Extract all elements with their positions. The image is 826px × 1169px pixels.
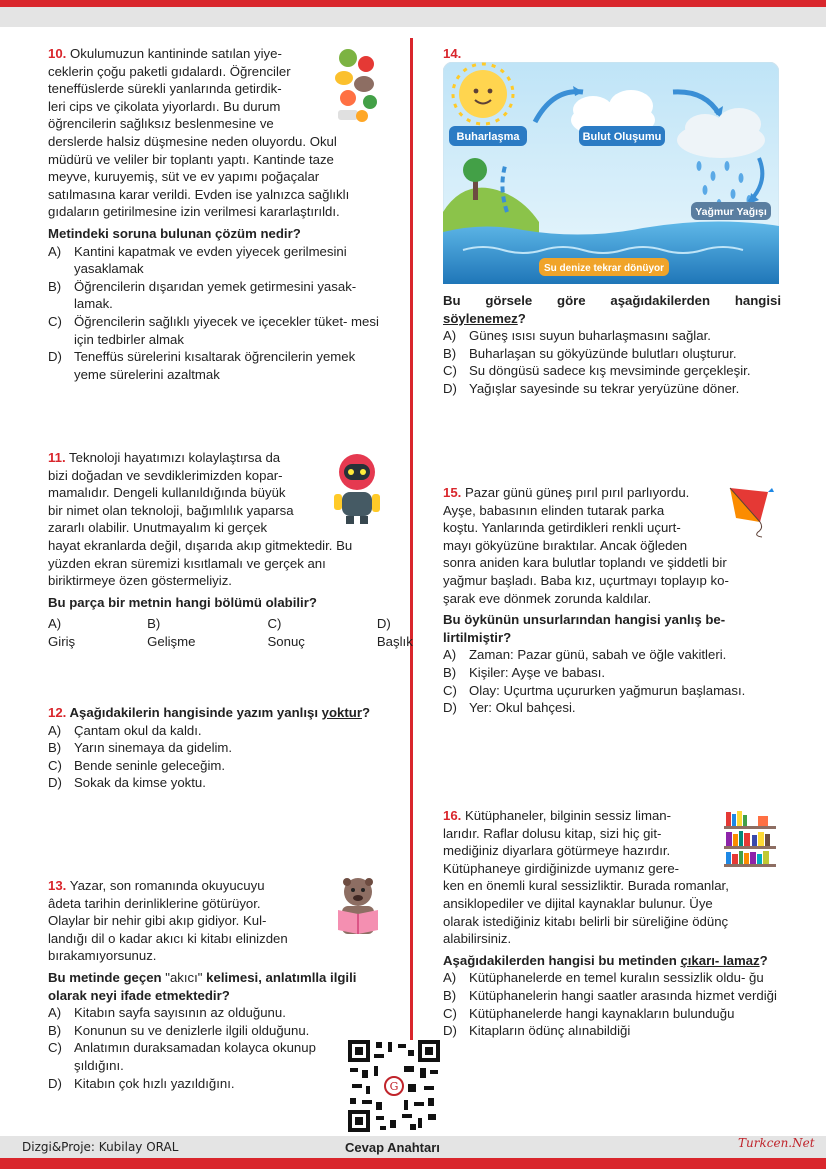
q11-passage: 11. Teknoloji hayatımızı kolaylaştırsa da bizi doğadan ve sevdiklerimizden kopar- mamalıdır. Dengeli kullanıldığında büyük bir nimet olan teknoloji, bağımlılık yaparsa zararlı olabilir. Unutmayalım ki gerçek	[48, 450, 294, 536]
q15-passage: 15. Pazar günü güneş pırıl pırıl parlıyordu. Ayşe, babasının elinden tutarak parka koştu. Yanlarında getirdikleri renkli uçurt- mayı gökyüzüne bıraktılar. Ancak öğleden	[443, 485, 690, 553]
option-c[interactable]: C) Su döngüsü sadece kış mevsiminde gerçekleşir.	[443, 363, 751, 379]
water-cycle-diagram	[443, 62, 779, 284]
option-c[interactable]: C) Öğrencilerin sağlıklı yiyecek ve içecekler tüket- mesi için tedbirler almak	[48, 313, 379, 347]
question-10: 10. Okulumuzun kantininde satılan yiye- ceklerin çoğu paketli gıdalardı. Öğrenciler teneffüslerde sürekli yanlarında getirdik- leri cips ve çikolata yiyorlardı. Bu durum öğrencilerin sağlıksız beslenmesine ve derslerde halsiz düşmesine neden oluyordu. Okul müdürü ve veliler bir toplantı yaptı. Kantinde taze meyve, kuruyemiş, süt ve ev yapımı poğaçalar satılmasına karar verildi. Evden ise yalnızca sağlıklı gıdaların getirilmesine izin verilmesi kararlaştırıldı. Metindeki soruna bulunan çözüm nedir? A) Kantini kapatmak ve evden yiyecek gerilmesini yasaklamak B) Öğrencilerin dışarıdan yemek getirmesini yasak- lamak. C) Öğrencilerin sağlıklı yiyecek ve içecekler tüket- mesi için tedbirler almak D) Teneffüs sürelerini kısaltarak öğrencilerin yemek yeme sürelerini azaltmak	[48, 45, 388, 383]
options-list	[443, 969, 781, 1039]
top-gray-bar	[0, 7, 826, 27]
qr-code	[348, 1040, 440, 1132]
question-number: 13.	[48, 878, 67, 893]
healthy-food-illustration	[326, 44, 386, 126]
option-d[interactable]: D) Kitapların ödünç alınabildiği	[443, 1023, 631, 1039]
options-list	[48, 243, 388, 384]
question-16: 16. Kütüphaneler, bilginin sessiz liman- larıdır. Raflar dolusu kitap, sizi hiç git- mediğiniz diyarlara götürmeye hazırdır. Kütüphaneye girdiğinizde uymanız gere- ken en önemli kural sessizliktir. Burada romanlar, ansiklopediler ve dijital kaynaklar bulunur. Üye olarak istediğiniz kitabı belirli bir süreliğine ödünç alabilirsiniz. Aşağıdakilerden hangisi bu metinden çıkarı- lamaz? A) Kütüphanelerde en temel kuralın sessizlik oldu- ğu B) Kütüphanelerin hangi saatler arasında hizmet verdiği C) Kütüphanelerde hangi kaynakların bulunduğu D) Kitapların ödünç alınabildiği	[443, 807, 781, 1040]
top-red-bar	[0, 0, 826, 7]
robot-illustration	[328, 450, 386, 526]
option-b[interactable]: B) Öğrencilerin dışarıdan yemek getirmesini yasak- lamak.	[48, 278, 357, 312]
option-b[interactable]: B) Gelişme	[147, 616, 196, 649]
label-evaporation: Buharlaşma	[456, 131, 520, 143]
option-d[interactable]: D) Kitabın çok hızlı yazıldığını.	[48, 1075, 235, 1091]
question-14-body	[443, 292, 781, 398]
option-a[interactable]: A) Kitabın sayfa sayısının az olduğunu.	[48, 1005, 286, 1021]
option-d[interactable]: D) Teneffüs sürelerini kısaltarak öğrencilerin yemek yeme sürelerini azaltmak	[48, 349, 356, 382]
option-d[interactable]: D) Yağışlar sayesinde su tekrar yeryüzüne döner.	[443, 380, 740, 396]
option-b[interactable]: B) Kütüphanelerin hangi saatler arasında hizmet verdiği	[443, 987, 777, 1003]
options-list	[443, 646, 781, 716]
q16-passage: 16. Kütüphaneler, bilginin sessiz liman- larıdır. Raflar dolusu kitap, sizi hiç git- mediğiniz diyarlara götürmeye hazırdır. Kütüphaneye girdiğinizde uymanız gere-	[443, 808, 680, 876]
answer-key-link[interactable]: Cevap Anahtarı	[345, 1140, 440, 1155]
question-number: 12.	[48, 705, 67, 720]
option-d[interactable]: D) Başlık	[376, 616, 413, 649]
question-stem: Bu metinde geçen "akıcı" kelimesi, anlatımlla ilgili olarak neyi ifade etmektedir?	[48, 969, 357, 1003]
question-12	[48, 704, 388, 792]
question-number: 16.	[443, 808, 462, 823]
option-b[interactable]: B) Buharlaşan su gökyüzünde bulutları oluşturur.	[443, 345, 737, 361]
option-a[interactable]: A) Zaman: Pazar günü, sabah ve öğle vakitleri.	[443, 647, 727, 663]
reading-beaver-illustration	[330, 874, 386, 938]
label-rain: Yağmur Yağışı	[695, 206, 767, 218]
brand-logo: Turkcen.Net	[738, 1136, 815, 1150]
question-number: 11.	[48, 450, 66, 465]
footer-red-bar	[0, 1158, 826, 1169]
question-stem: Aşağıdakilerden hangisi bu metinden çıkarı- lamaz?	[443, 952, 768, 968]
question-stem: Bu parça bir metnin hangi bölümü olabilir?	[48, 594, 317, 610]
question-number: 15.	[443, 485, 462, 500]
option-b[interactable]: B) Konunun su ve denizlerle ilgili olduğunu.	[48, 1022, 310, 1038]
options-list	[48, 722, 388, 792]
option-d[interactable]: D) Sokak da kimse yoktu.	[48, 775, 206, 791]
question-stem: Bu öykünün unsurlarından hangisi yanlış be- lirtilmiştir?	[443, 612, 726, 645]
question-14	[443, 45, 781, 63]
options-list	[48, 615, 413, 650]
column-divider	[410, 38, 413, 1130]
question-stem: Metindeki soruna bulunan çözüm nedir?	[48, 225, 301, 241]
option-c[interactable]: C) Kütüphanelerde hangi kaynakların bulunduğu	[443, 1005, 735, 1021]
option-b[interactable]: B) Yarın sinemaya da gidelim.	[48, 740, 233, 756]
options-list	[443, 327, 781, 397]
options-list	[48, 1004, 388, 1092]
question-number: 14.	[443, 46, 462, 61]
option-c[interactable]: C) Bende seninle geleceğim.	[48, 757, 226, 773]
question-11: 11. Teknoloji hayatımızı kolaylaştırsa da bizi doğadan ve sevdiklerimizden kopar- mamalıdır. Dengeli kullanıldığında büyük bir nimet olan teknoloji, bağımlılık yaparsa zararlı olabilir. Unutmayalım ki gerçek hayat ekranlarda değil, dışarıda akıp gitmektedir. Bu yüzden ekran süremizi kısıtlamalı ve gerçek anı biriktirmeye özen göstermeliyiz. Bu parça bir metnin hangi bölümü olabilir? A) Giriş B) Gelişme C) Sonuç D) Başlık	[48, 449, 388, 651]
question-15: 15. Pazar günü güneş pırıl pırıl parlıyordu. Ayşe, babasının elinden tutarak parka koştu. Yanlarında getirdikleri renkli uçurt- mayı gökyüzüne bıraktılar. Ancak öğleden sonra aniden kara bulutlar toplandı ve şiddetli bir yağmur başladı. Baba kız, uçurtmayı toplayıp ko- şarak eve dönmek zorunda kaldılar. Bu öykünün unsurlarından hangisi yanlış be- lirtilmiştir? A) Zaman: Pazar günü, sabah ve öğle vakitleri. B) Kişiler: Ayşe ve babası. C) Olay: Uçurtma uçururken yağmurun başlaması. D) Yer: Okul bahçesi.	[443, 484, 781, 717]
option-c[interactable]: C) Sonuç	[267, 616, 305, 649]
q13-passage: 13. Yazar, son romanında okuyucuyu âdeta tarihin derinliklerine götürüyor. Olaylar bir nehir gibi akıp gidiyor. Kul- landığı dil o kadar akıcı ki kitabı elinizden bırakamıyorsunuz.	[48, 878, 288, 964]
question-number: 10.	[48, 46, 67, 61]
question-stem: 12. Aşağıdakilerin hangisinde yazım yanlışı yoktur?	[48, 705, 371, 720]
q10-passage: 10. Okulumuzun kantininde satılan yiye- ceklerin çoğu paketli gıdalardı. Öğrenciler teneffüslerde sürekli yanlarında getirdik- leri cips ve çikolata yiyorlardı. Bu durum öğrencilerin sağlıksız beslenmesine ve	[48, 46, 291, 132]
option-a[interactable]: A) Güneş ısısı suyun buharlaşmasını sağlar.	[443, 328, 711, 344]
bookshelf-illustration	[722, 806, 778, 868]
footer-credit: Dizgi&Proje: Kubilay ORAL	[22, 1140, 179, 1154]
option-d[interactable]: D) Yer: Okul bahçesi.	[443, 700, 576, 716]
option-a[interactable]: A) Kütüphanelerde en temel kuralın sessizlik oldu- ğu	[443, 970, 764, 986]
option-c[interactable]: C) Olay: Uçurtma uçururken yağmurun başlaması.	[443, 682, 746, 698]
option-a[interactable]: A) Giriş	[48, 616, 76, 649]
kite-illustration	[722, 482, 776, 538]
option-a[interactable]: A) Kantini kapatmak ve evden yiyecek gerilmesini yasaklamak	[48, 243, 347, 277]
svg-text:G: G	[389, 1080, 399, 1093]
label-return-to-sea: Su denize tekrar dönüyor	[543, 263, 665, 274]
label-cloud-formation: Bulut Oluşumu	[582, 131, 662, 143]
question-stem: Bu görsele göre aşağıdakilerden hangisi söylenemez?	[443, 293, 781, 326]
option-b[interactable]: B) Kişiler: Ayşe ve babası.	[443, 664, 606, 680]
option-a[interactable]: A) Çantam okul da kaldı.	[48, 722, 202, 738]
option-c[interactable]: C) Anlatımın duraksamadan kolayca okunup şıldığını.	[48, 1040, 316, 1073]
